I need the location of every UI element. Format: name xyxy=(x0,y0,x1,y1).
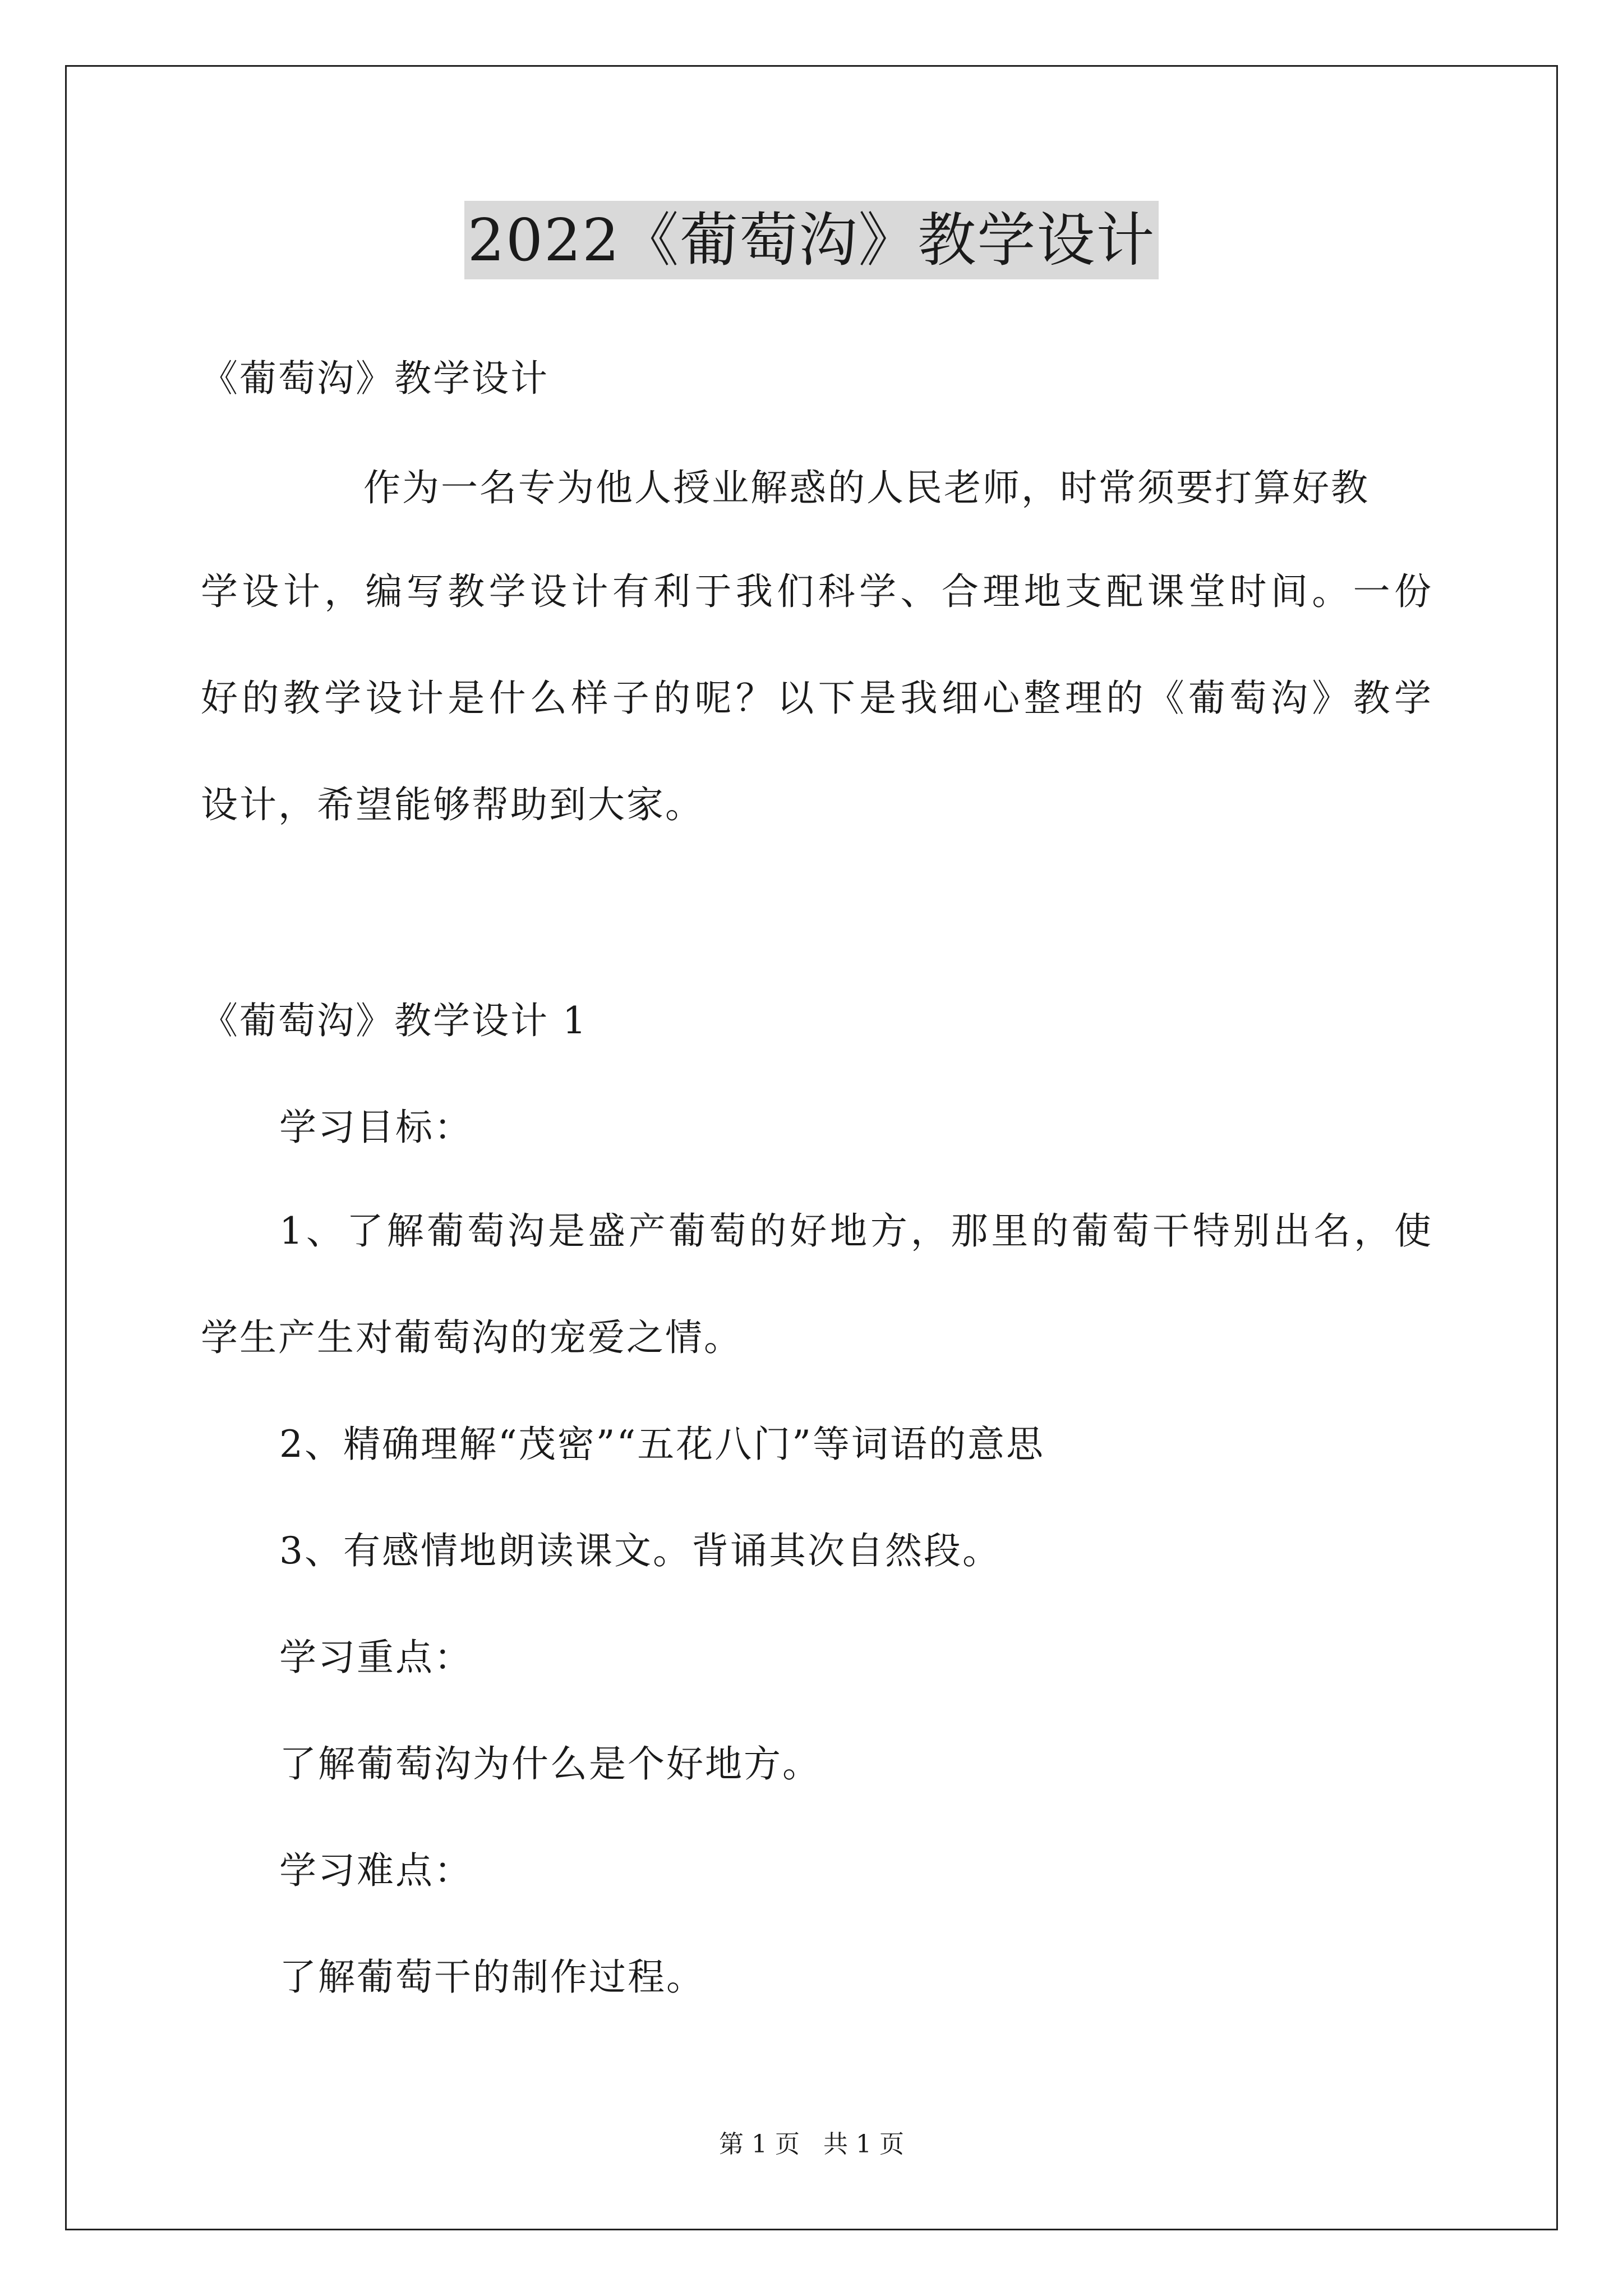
document-title: 2022《葡萄沟》教学设计 xyxy=(464,201,1159,279)
page-footer xyxy=(0,2128,1623,2161)
difficulty-heading: 学习难点： xyxy=(279,1849,473,1892)
section-heading: 《葡萄沟》教学设计 1 xyxy=(201,999,588,1042)
title-container xyxy=(0,201,1623,279)
intro-line-4: 设计，希望能够帮助到大家。 xyxy=(201,783,704,826)
key-points-heading: 学习重点： xyxy=(279,1636,473,1679)
intro-line-1: 作为一名专为他人授业解惑的人民老师，时常须要打算好教 xyxy=(363,466,1370,509)
difficulty-text: 了解葡萄干的制作过程。 xyxy=(279,1955,705,1999)
objective-1-line-1: 1、了解葡萄沟是盛产葡萄的好地方，那里的葡萄干特别出名，使 xyxy=(279,1209,1431,1253)
intro-line-2: 学设计，编写教学设计有利于我们科学、合理地支配课堂时间。一份 xyxy=(201,570,1431,613)
intro-line-3: 好的教学设计是什么样子的呢？以下是我细心整理的《葡萄沟》教学 xyxy=(201,677,1431,720)
subtitle-line: 《葡萄沟》教学设计 xyxy=(201,357,549,400)
page-number: 第 1 页 xyxy=(719,2130,800,2159)
objectives-heading: 学习目标： xyxy=(279,1106,473,1149)
objective-3: 3、有感情地朗读课文。背诵其次自然段。 xyxy=(279,1529,1001,1572)
objective-2: 2、精确理解“茂密”“五花八门”等词语的意思 xyxy=(279,1423,1045,1466)
key-points-text: 了解葡萄沟为什么是个好地方。 xyxy=(279,1742,821,1786)
page-total: 共 1 页 xyxy=(823,2130,904,2159)
objective-1-line-2: 学生产生对葡萄沟的宠爱之情。 xyxy=(201,1316,743,1359)
